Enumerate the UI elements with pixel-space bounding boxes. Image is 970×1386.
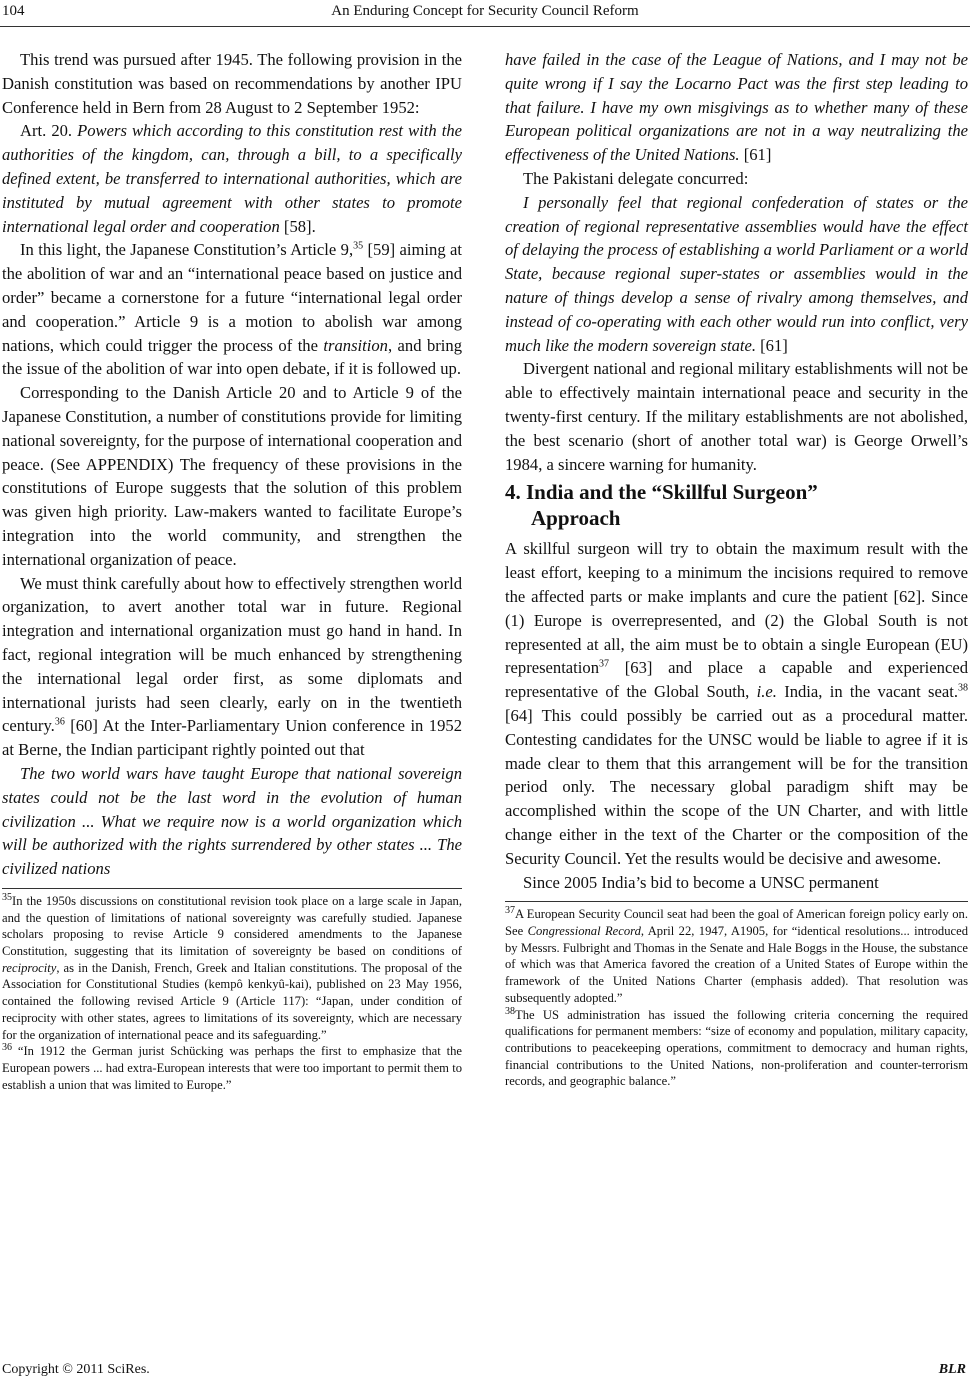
text-span: In this light, the Japanese Constitution’s Article 9, — [20, 240, 354, 260]
footnote-35 — [2, 893, 462, 1043]
text-span: [59] aiming at the abolition of war and an “international peace based on justice and order” became a cornerstone for a future “international legal order and cooperation.” Article 9 is a motion to abolish war among nations, which could trigger the process of the — [2, 240, 462, 355]
footnote-rule — [2, 888, 462, 889]
left-column — [2, 48, 462, 1093]
paragraph: Since 2005 India’s bid to become a UNSC permanent — [523, 872, 879, 892]
section-heading — [505, 479, 968, 531]
right-column — [505, 48, 968, 1090]
page-footer — [0, 1362, 970, 1384]
italic-term: i.e. — [756, 682, 777, 702]
journal-abbreviation: BLR — [938, 1362, 966, 1377]
copyright-notice: Copyright © 2011 SciRes. — [2, 1362, 150, 1377]
text-span: [63] and place a capable and experienced representative of the Global South, — [505, 658, 968, 702]
citation: [61] — [739, 145, 772, 165]
text-span: I personally feel that regional confederation of states or the creation of regional representative assemblies would have the effect of delaying the process of establishing a world Parliament or a world State, because regional super-states or assemblies would in the nature of things develop a sense of rivalry among themselves, and instead of co-operating with each other would run into conflict, very much like the modern sovereign state. — [505, 192, 968, 355]
italic-term: reciprocity — [2, 960, 57, 975]
paragraph — [2, 572, 462, 762]
page-number: 104 — [2, 3, 25, 19]
citation: [58]. — [279, 216, 316, 236]
citation: [61] — [756, 335, 788, 355]
paragraph: Divergent national and regional military establishments will not be able to effectively maintain international peace and security in the twenty-first century. If the military establishments are not abolished, the best scenario (short of another total war) is George Orwell’s 1984, a sincere warning for humanity. — [505, 359, 968, 474]
text-span: , and I may not be quite wrong if I say the Locarno Pact was the first step leading to that failure. I have my own misgivings as to whether many of these European political organizations are not in a way neutralizing the effectiveness of the United Nations. — [505, 50, 968, 165]
paragraph: This trend was pursued after 1945. The following provision in the Danish constitution was based on recommendations by another IPU Conference held in Bern from 28 August to 2 September 1952: — [2, 50, 462, 117]
footnote-number: 35 — [2, 891, 12, 903]
page-header — [0, 0, 970, 28]
footnote-38 — [505, 1007, 968, 1091]
footnote-36 — [2, 1043, 462, 1093]
text-span: The US administration has issued the following criteria concerning the required qualifications for permanent members: “size of economy and population, military capacity, contributions to peacekeeping operations, commitment to democracy and human rights, financial contributions to the United Nations, non-proliferation and counter-terrorism records, and geographic balance.” — [505, 1007, 968, 1089]
running-title: An Enduring Concept for Security Council Reform — [331, 3, 639, 19]
quoted-article-20 — [2, 119, 462, 238]
footnote-37 — [505, 906, 968, 1006]
paragraph: The Pakistani delegate concurred: — [523, 168, 749, 188]
text-span: [60] At the Inter-Parliamentary Union conference in 1952 at Berne, the Indian participant rightly pointed out that — [2, 716, 462, 760]
footnote-number: 37 — [505, 905, 515, 917]
text-span: We must think carefully about how to effectively strengthen world organization, to avert another total war in future. Regional integration and international organization must go hand in hand. In fact, regional integration will be much enhanced by strengthening the international legal order first, as some diplomats and international jurists had seen clearly, early on in the twentieth century. — [2, 573, 462, 736]
footnote-number: 36 — [2, 1042, 12, 1054]
text-span: , April 22, 1947, A1905, for “identical resolutions... introduced by Messrs. Fulbright and Thomas in the Senate and Hale Boggs in the House, the substance of which was that America favored the creation of a United States of Europe within the framework of the United Nations Charter (emphasis added). That resolution was subsequently adopted.” — [505, 924, 968, 1005]
footnote-ref-38: 38 — [958, 682, 968, 694]
text-span: India, in the vacant seat. — [776, 682, 958, 702]
header-rule — [0, 26, 970, 27]
text-span: have failed in the case of the League of Nations — [505, 50, 839, 69]
text-span: A skillful surgeon will try to obtain the maximum result with the least effort, keeping to a minimum the incisions required to remove the affected parts or make implants and cure the patient [62]. Since (1) Europe is overrepresented, and (2) the Global South is not represented at all, the aim must be to obtain a single European (EU) representation — [505, 539, 968, 678]
paragraph — [2, 238, 462, 381]
text-span: “In 1912 the German jurist Schücking was perhaps the first to emphasize that the European powers ... had extra-European interests that were too important to permit them to establish a union that was limited to Europe.” — [2, 1044, 462, 1092]
text-span: [64] This could possibly be carried out as a procedural matter. Contesting candidates for the UNSC would be liable to agree if it is made clear to them that this arrangement will be for the transition period only. The necessary global paradigm shift may be accomplished within the scope of the UN Charter, and with little change either in the text of the Charter or the composition of the Security Council. Yet the results would be decisive and awesome. — [505, 705, 968, 868]
block-quote-continued — [505, 48, 968, 167]
section-heading-line: 4. India and the “Skillful Surgeon” — [505, 480, 818, 505]
italic-term: Congressional Record — [527, 924, 641, 938]
paragraph: Corresponding to the Danish Article 20 and to Article 9 of the Japanese Constitution, a number of constitutions provide for limiting national sovereignty, for the purpose of international cooperation and peace. (See APPENDIX) The frequency of these provisions in the constitutions of Europe suggests that the solution of this problem was given high priority. Law-makers wanted to facilitate Europe’s integration into the world community, and strengthen the international organization of peace. — [2, 383, 462, 569]
article-text: Powers which according to this constitution rest with the authorities of the kingdom, can, through a bill, to a specifically defined extent, be transferred to international authorities, which are instituted by mutual agreement with other states to promote international legal order and cooperation — [2, 121, 462, 236]
text-span: A European Security Council seat had been the goal of American foreign policy early on. See — [505, 907, 968, 938]
paragraph — [505, 537, 968, 870]
footnote-ref-37: 37 — [599, 658, 609, 670]
section-heading-line: Approach — [531, 506, 621, 531]
footnote-ref-35: 35 — [353, 240, 364, 252]
italic-term: transition — [323, 335, 388, 355]
text-span: , and bring the issue of the abolition of war into open debate, if it is followed up. — [2, 335, 462, 379]
footnote-rule — [505, 901, 968, 902]
article-label: Art. 20. — [20, 121, 73, 141]
text-span: , as in the Danish, French, Greek and Italian constitutions. The proposal of the Association for Constitutional Studies (kempô kenkyû-kai), published on 23 May 1956, contained the following revised Article 9 (Article 117): “Japan, under condition of reciprocity with other states, agrees to limitations of its sovereignty, which are necessary for the organization of international peace and its safeguarding.” — [2, 960, 462, 1042]
footnote-number: 38 — [505, 1005, 515, 1017]
block-quote — [505, 191, 968, 358]
footnote-ref-36: 36 — [54, 716, 65, 728]
block-quote: The two world wars have taught Europe that national sovereign states could not be the last word in the evolution of human civilization ... What we require now is a world organization which will be authorized with the rights surrendered by other states ... The civilized nations — [2, 763, 462, 879]
text-span: In the 1950s discussions on constitutional revision took place on a large scale in Japan, and the question of limitations of national sovereignty was carefully studied. Japanese scholars proposing to revise Article 9 considered amendments to the Japanese Constitution, suggesting that its limitation of sovereignty be based on conditions of — [2, 893, 462, 958]
